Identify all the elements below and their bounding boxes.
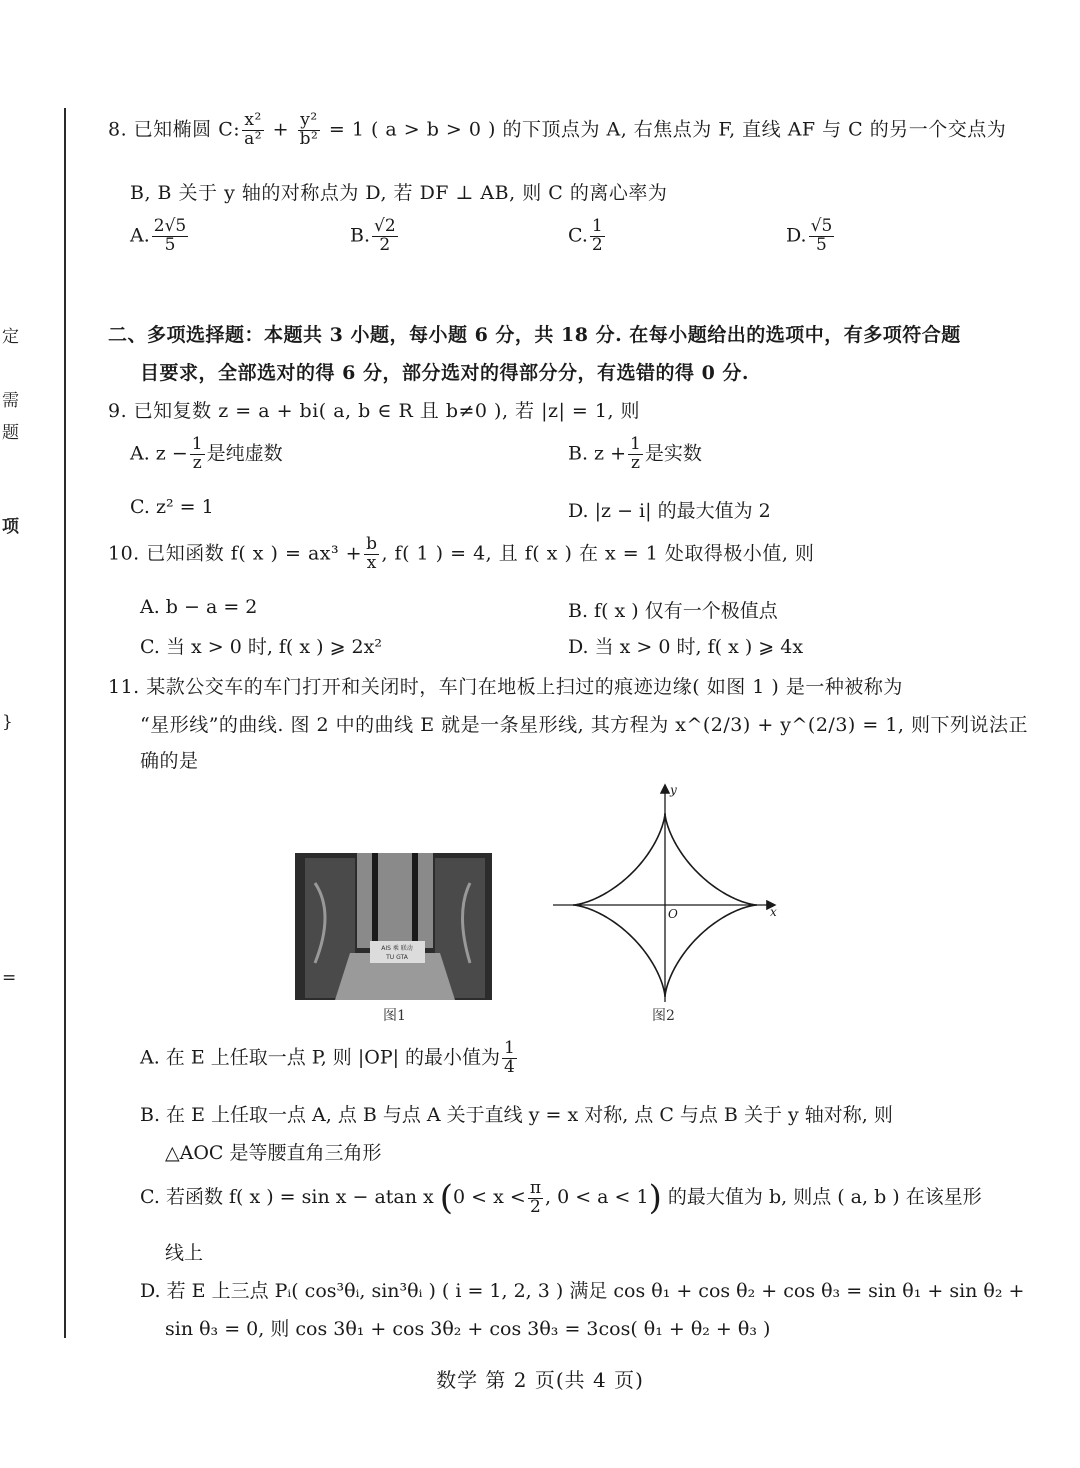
page-footer: 数学 第 2 页(共 4 页) xyxy=(436,1368,644,1392)
fraction xyxy=(528,1177,543,1217)
figure1-caption: 图1 xyxy=(383,1008,406,1024)
fraction xyxy=(242,112,264,149)
q9-option-c: C. z² = 1 xyxy=(130,496,214,518)
q8-stem-text: = 1 ( a > b > 0 ) 的下顶点为 A, 右焦点为 F, 直线 AF 与 C 的另一个交点为 xyxy=(328,118,1007,141)
q8-option-a xyxy=(130,218,190,255)
figure2-caption: 图2 xyxy=(652,1008,675,1024)
bus-door-photo-drawing xyxy=(295,853,492,1000)
numerator: 2√5 xyxy=(153,216,187,236)
origin-label: O xyxy=(668,907,678,921)
q11-stem-line2: “星形线”的曲线. 图 2 中的曲线 E 就是一条星形线, 其方程为 x^(2/3) + y^(2/3) = 1, 则下列说法正 xyxy=(140,714,1029,736)
denominator: z xyxy=(192,452,202,473)
q11-stem-line1: 11. 某款公交车的车门打开和关闭时，车门在地板上扫过的痕迹边缘( 如图 1 ) 是一种被称为 xyxy=(108,676,903,698)
option-text: , 0 < a < 1 xyxy=(545,1186,649,1208)
option-text: A. 在 E 上任取一点 P, 则 |OP| 的最小值为 xyxy=(140,1046,501,1069)
q11-option-b-line2: △AOC 是等腰直角三角形 xyxy=(165,1142,382,1164)
section-heading-line2: 目要求，全部选对的得 6 分，部分选对的得部分分，有选错的得 0 分. xyxy=(140,362,750,384)
numerator: 1 xyxy=(630,434,641,454)
q11-option-a xyxy=(140,1040,519,1077)
numerator: √5 xyxy=(810,216,833,236)
astroid-figure xyxy=(548,780,788,1005)
margin-char: } xyxy=(2,712,13,732)
fraction xyxy=(628,436,643,473)
margin-char: 项 xyxy=(2,517,19,537)
margin-char: 题 xyxy=(2,423,19,443)
denominator: 5 xyxy=(164,234,176,255)
margin-char: 定 xyxy=(2,327,19,347)
option-text: 是纯虚数 xyxy=(206,442,283,465)
numerator: y² xyxy=(298,112,321,131)
binding-line xyxy=(64,108,66,1338)
q10-stem-text: , f( 1 ) = 4, 且 f( x ) 在 x = 1 处取得极小值, 则 xyxy=(381,542,815,565)
fraction xyxy=(502,1040,517,1077)
photo-sign-text: AIS 乘 联动 xyxy=(381,945,413,952)
option-letter: A. xyxy=(130,224,150,247)
option-text: C. 若函数 f( x ) = sin x − atan x xyxy=(140,1186,434,1208)
numerator: 1 xyxy=(591,216,603,236)
fraction xyxy=(590,218,605,255)
q11-option-d-line1: D. 若 E 上三点 Pᵢ( cos³θᵢ, sin³θᵢ ) ( i = 1, 2, 3 ) 满足 cos θ₁ + cos θ₂ + cos θ₃ = sin θ₁ + sin θ₂ + xyxy=(140,1280,1025,1302)
q8-stem-line2: B, B 关于 y 轴的对称点为 D, 若 DF ⊥ AB, 则 C 的离心率为 xyxy=(130,182,668,204)
q11-stem-line3: 确的是 xyxy=(140,750,199,772)
q8-stem-text: 8. 已知椭圆 C: xyxy=(108,118,241,141)
q9-stem: 9. 已知复数 z = a + bi( a, b ∈ R 且 b≠0 ), 若 |z| = 1, 则 xyxy=(108,400,641,422)
option-text: 是实数 xyxy=(644,442,702,465)
q8-option-c xyxy=(568,218,607,255)
q8-stem-line1: 8. 已知椭圆 C: $\frac{\text{x²}}{\text{a²}}$ + $\frac{\text{y²}}{\text{b²}}$ = 1 ( a > b > 0 ) 的下顶点为 A, 右焦点为 F, 直线 AF 与 C 的另一个交点为 xyxy=(108,110,1007,149)
denominator: 2 xyxy=(591,234,603,255)
option-letter: C. xyxy=(568,224,588,247)
fraction xyxy=(190,436,205,473)
fraction xyxy=(372,218,398,255)
numerator: √2 xyxy=(374,216,396,236)
numerator: π xyxy=(529,1177,541,1198)
fraction xyxy=(152,218,188,255)
margin-char: 需 xyxy=(2,391,19,411)
q11-option-d-line2: sin θ₃ = 0, 则 cos 3θ₁ + cos 3θ₂ + cos 3θ₃ = 3cos( θ₁ + θ₂ + θ₃ ) xyxy=(165,1318,771,1340)
paren-left: ( xyxy=(439,1178,454,1218)
q11-option-c-line1 xyxy=(140,1178,982,1218)
numerator: 1 xyxy=(191,434,203,454)
denominator: 2 xyxy=(379,234,391,255)
denominator: b² xyxy=(299,128,319,149)
option-text: 0 < x < xyxy=(453,1186,526,1208)
fraction xyxy=(809,218,835,255)
q9-option-a xyxy=(130,436,283,473)
fraction xyxy=(298,112,321,149)
section-heading-line1: 二、多项选择题：本题共 3 小题，每小题 6 分，共 18 分. 在每小题给出的选项中，有多项符合题 xyxy=(108,324,961,346)
fraction xyxy=(364,536,379,573)
q9-option-d: D. |z − i| 的最大值为 2 xyxy=(568,500,771,522)
numerator: x² xyxy=(242,112,264,131)
denominator: 5 xyxy=(816,234,827,255)
q10-stem xyxy=(108,536,814,573)
q10-option-a: A. b − a = 2 xyxy=(140,596,258,618)
q10-option-c: C. 当 x > 0 时, f( x ) ⩾ 2x² xyxy=(140,636,382,658)
q8-option-b xyxy=(350,218,400,255)
option-text: 的最大值为 b, 则点 ( a, b ) 在该星形 xyxy=(667,1186,982,1208)
denominator: x xyxy=(366,552,377,573)
denominator: a² xyxy=(244,128,263,149)
q9-option-b xyxy=(568,436,702,473)
q11-option-c-line2: 线上 xyxy=(165,1242,204,1264)
q10-stem-text: 10. 已知函数 f( x ) = ax³ + xyxy=(108,542,363,565)
q11-option-b-line1: B. 在 E 上任取一点 A, 点 B 与点 A 关于直线 y = x 对称, 点 C 与点 B 关于 y 轴对称, 则 xyxy=(140,1104,893,1126)
option-text: B. z + xyxy=(568,442,627,465)
x-axis-label: x xyxy=(770,905,777,919)
paren-right: ) xyxy=(648,1178,662,1218)
denominator: 4 xyxy=(504,1056,515,1077)
q10-option-d: D. 当 x > 0 时, f( x ) ⩾ 4x xyxy=(568,636,804,658)
q8-option-d xyxy=(786,218,836,255)
denominator: z xyxy=(630,452,640,473)
numerator: 1 xyxy=(504,1038,515,1058)
q10-option-b: B. f( x ) 仅有一个极值点 xyxy=(568,600,778,622)
option-letter: B. xyxy=(350,224,371,247)
denominator: 2 xyxy=(529,1196,541,1217)
y-axis-label: y xyxy=(670,783,677,797)
option-letter: D. xyxy=(786,224,807,247)
bus-door-photo xyxy=(295,853,492,1000)
option-text: A. z − xyxy=(130,442,188,465)
numerator: b xyxy=(366,534,378,554)
margin-char: = xyxy=(2,968,17,988)
photo-sign-text: TU GTA xyxy=(386,954,408,961)
